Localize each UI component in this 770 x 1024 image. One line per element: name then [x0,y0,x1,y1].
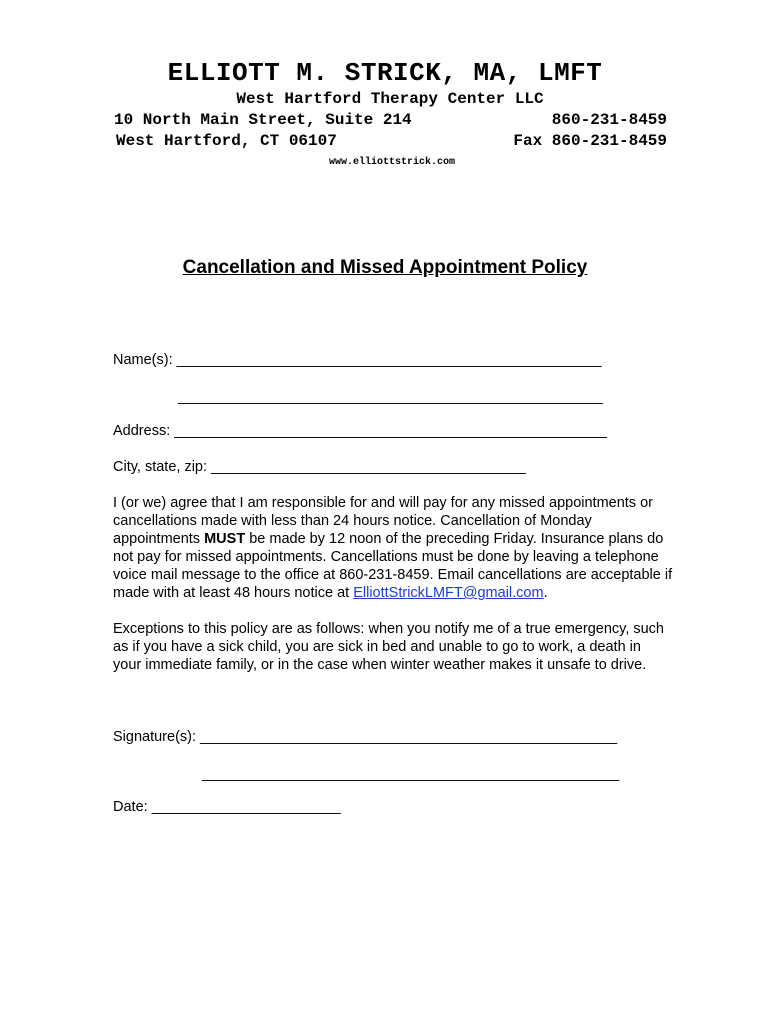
signature-field-second-line[interactable] [202,766,619,782]
street-address: 10 North Main Street, Suite 214 [114,111,412,129]
agreement-paragraph [113,494,673,602]
signature-label: Signature(s): [113,729,197,745]
letterhead-name: ELLIOTT M. STRICK, MA, LMFT [167,58,603,88]
website-url: www.elliottstrick.com [328,157,456,168]
signature-blank-line-2[interactable]: _____________________________________________________ [202,766,619,782]
address-field[interactable] [113,423,607,439]
names-field-second-line[interactable] [178,389,603,405]
exceptions-paragraph: Exceptions to this policy are as follows: when you notify me of a true emergency, such as if you have a sick child, you are sick in bed and unable to go to work, a death in your immediate family, or in the case when winter weather makes it unsafe to drive. [113,621,664,673]
agreement-text-3: . [543,585,548,601]
signature-blank-line[interactable]: _____________________________________________________ [200,729,617,745]
city-state-zip-blank-line[interactable]: ________________________________________ [211,459,526,475]
must-emphasis: MUST [204,531,246,547]
date-blank-line[interactable]: ________________________ [151,799,341,815]
agreement-text-1: I (or we) agree that I am responsible for and will pay for any missed appointments or cancellations made with less than 24 hours notice. Cancellation of Monday appointments [113,495,653,547]
fax-number: Fax 860-231-8459 [513,132,667,150]
email-link[interactable]: ElliottStrickLMFT@gmail.com [353,585,544,601]
practice-name: West Hartford Therapy Center LLC [236,90,544,108]
signature-field[interactable] [113,729,617,745]
names-blank-line[interactable]: ______________________________________________________ [176,352,602,368]
document-title: Cancellation and Missed Appointment Policy [182,257,588,278]
address-blank-line[interactable]: _______________________________________________________ [174,423,607,439]
agreement-text-2: be made by 12 noon of the preceding Friday. Insurance plans do not pay for missed appointments. Cancellations must be done by leaving a telephone voice mail message to the office at 860-231-8459. Email cancellations are acceptable if made with at least 48 hours notice at [113,531,673,601]
names-blank-line-2[interactable]: ______________________________________________________ [178,389,603,405]
city-address: West Hartford, CT 06107 [116,132,337,150]
phone-number: 860-231-8459 [551,111,667,129]
city-state-zip-label: City, state, zip: [113,459,208,475]
date-field[interactable] [113,799,340,815]
city-state-zip-field[interactable] [113,459,526,475]
names-field[interactable] [113,352,601,368]
address-label: Address: [113,423,171,439]
date-label: Date: [113,799,148,815]
names-label: Name(s): [113,352,173,368]
